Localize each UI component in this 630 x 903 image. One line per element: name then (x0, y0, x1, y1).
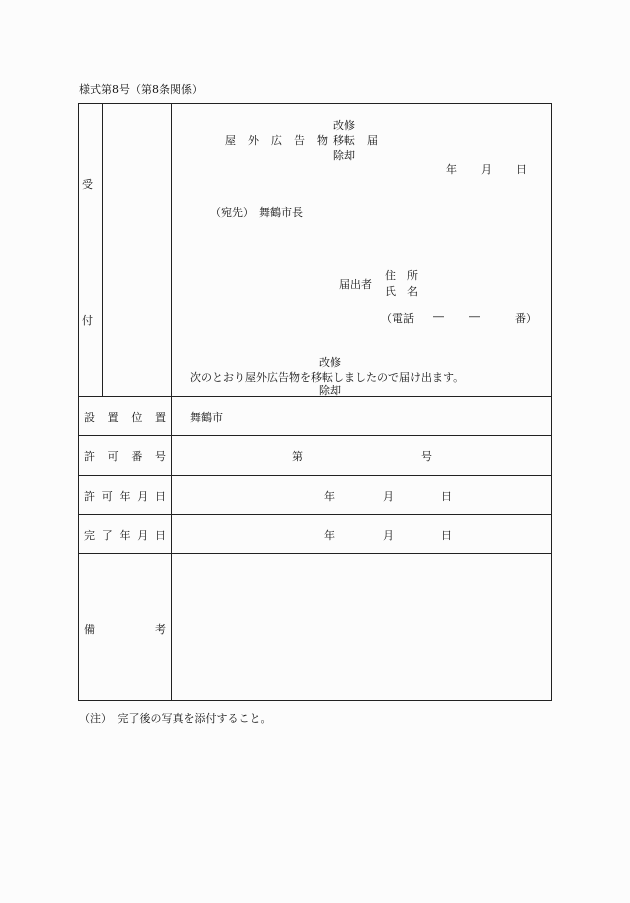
label-char: 年 (119, 490, 131, 503)
form-id: 様式第8号（第8条関係） (79, 83, 203, 96)
statement-main: 次のとおり屋外広告物を移転しましたので届け出ます。 (190, 371, 465, 384)
label-char: 置 (107, 411, 119, 424)
location-label (84, 409, 166, 425)
label-char: 号 (154, 450, 166, 463)
date-year: 年 (446, 163, 457, 176)
permit-number-go: 号 (421, 450, 432, 463)
applicant-label: 届出者 (339, 278, 372, 291)
applicant-name-label: 氏 名 (385, 285, 418, 298)
reception-divider (102, 103, 103, 397)
permit-date-month: 月 (383, 490, 394, 503)
label-column-divider (171, 103, 172, 701)
label-char: 設 (84, 411, 95, 424)
row-divider (78, 553, 551, 554)
table-border-top (78, 103, 551, 104)
label-char: 日 (155, 529, 166, 542)
label-char: 許 (84, 450, 95, 463)
label-char: 可 (107, 450, 119, 463)
label-char: 完 (84, 529, 95, 542)
permit-date-day: 日 (441, 490, 452, 503)
table-border-right (551, 103, 552, 701)
title-option-jokyaku: 除却 (333, 149, 355, 162)
row-divider (78, 514, 551, 515)
label-char: 置 (154, 411, 166, 424)
label-char: 許 (84, 490, 95, 503)
label-char: 了 (101, 529, 113, 542)
reception-label-top: 受 (82, 178, 93, 191)
table-border-left (78, 103, 79, 701)
label-char: 可 (101, 490, 113, 503)
phone-dash-1: ― (433, 310, 444, 323)
remarks-label (84, 621, 166, 637)
location-value: 舞鶴市 (190, 411, 223, 424)
title-option-kaishu: 改修 (333, 119, 355, 132)
phone-dash-2: ― (469, 310, 480, 323)
title-option-iten: 移転 (333, 134, 355, 147)
permit-date-year: 年 (324, 490, 335, 503)
label-char: 月 (137, 490, 149, 503)
phone-open: （電話 (381, 312, 414, 325)
label-char: 番 (131, 450, 143, 463)
statement-option-kaishu: 改修 (319, 356, 341, 369)
addressee-name: 舞鶴市長 (259, 206, 303, 219)
label-char: 備 (84, 623, 95, 636)
title-prefix: 屋 外 広 告 物 (225, 134, 329, 147)
applicant-address-label: 住 所 (385, 269, 418, 282)
phone-close: 番） (515, 312, 537, 325)
label-char: 位 (131, 411, 143, 424)
title-suffix: 届 (367, 134, 378, 147)
footnote: （注） 完了後の写真を添付すること。 (79, 712, 272, 725)
permit-number-label (84, 448, 166, 464)
label-char: 考 (155, 623, 166, 636)
row-divider (78, 396, 551, 397)
completion-date-label (84, 527, 166, 543)
permit-date-label (84, 488, 166, 504)
completion-date-day: 日 (441, 529, 452, 542)
statement-option-jokyaku: 除却 (319, 384, 341, 397)
date-day: 日 (516, 163, 527, 176)
addressee-label: （宛先） (210, 206, 254, 219)
date-month: 月 (481, 163, 492, 176)
label-char: 日 (155, 490, 166, 503)
table-border-bottom (78, 700, 551, 701)
completion-date-month: 月 (383, 529, 394, 542)
label-char: 月 (137, 529, 149, 542)
row-divider (78, 435, 551, 436)
permit-number-dai: 第 (292, 450, 303, 463)
completion-date-year: 年 (324, 529, 335, 542)
row-divider (78, 475, 551, 476)
reception-label-bottom: 付 (82, 314, 93, 327)
label-char: 年 (119, 529, 131, 542)
